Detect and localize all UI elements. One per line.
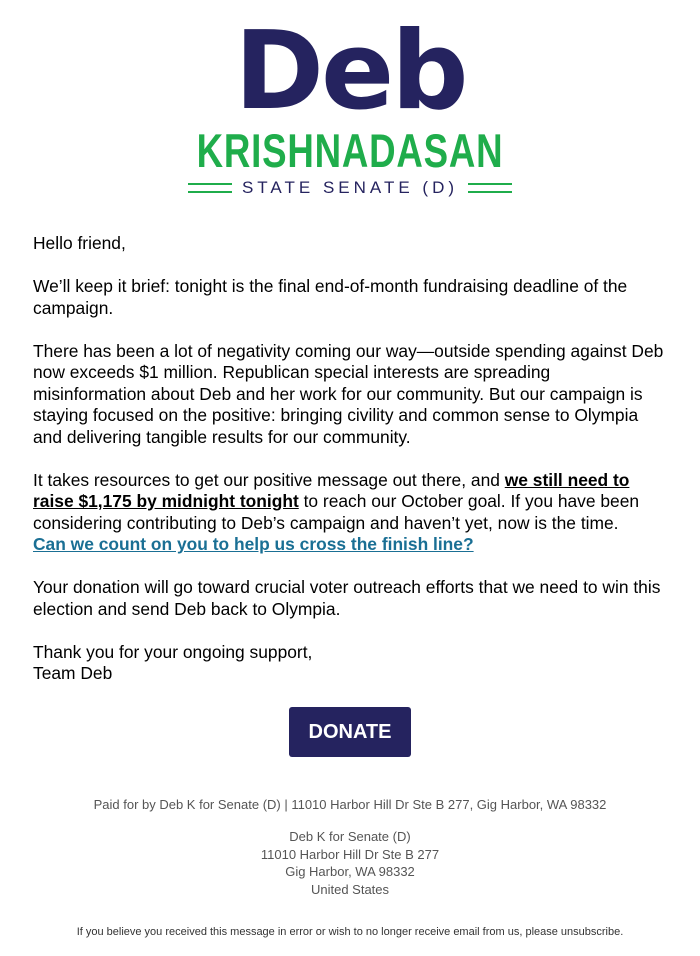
mailing-address: Deb K for Senate (D) 11010 Harbor Hill Dr Ste B 277 Gig Harbor, WA 98332 United States — [260, 829, 440, 897]
logo-office: STATE SENATE (D) — [241, 178, 459, 197]
unsubscribe-notice[interactable]: If you believe you received this message in error or wish to no longer receive email from us, please unsubscribe. — [76, 926, 624, 938]
paragraph-deadline: We’ll keep it brief: tonight is the final end-of-month fundraising deadline of the campaign. — [33, 276, 628, 318]
paragraph-resources: It takes resources to get our positive message out there, and we still need to raise $1,175 by midnight tonight to reach our October goal. If you have been considering contributing to Deb’s campaign and haven’t yet, now is the time. Can we count on you to help us cross the finish line? — [33, 469, 640, 554]
donate-button[interactable]: DONATE — [289, 707, 411, 757]
logo-rule-left — [188, 183, 232, 193]
signature: Team Deb — [33, 663, 113, 683]
email-body — [33, 233, 668, 706]
signoff: Thank you for your ongoing support, Team Deb — [33, 641, 313, 683]
logo-first-name: Deb — [234, 9, 466, 134]
finish-line-link[interactable]: Can we count on you to help us cross the finish line? — [33, 534, 474, 554]
paragraph-outreach: Your donation will go toward crucial voter outreach efforts that we need to win this election and send Deb back to Olympia. — [33, 577, 661, 619]
paid-for-disclaimer: Paid for by Deb K for Senate (D) | 11010 Harbor Hill Dr Ste B 277, Gig Harbor, WA 98332 — [93, 797, 607, 812]
greeting: Hello friend, — [33, 233, 126, 253]
campaign-logo — [0, 9, 700, 198]
paragraph-negativity: There has been a lot of negativity coming our way—outside spending against Deb now exceeds $1 million. Republican special interests are spreading misinformation about Deb and her work for our community. But our campaign is staying focused on the positive: bringing civility and common sense to Olympia and delivering tangible results for our community. — [33, 340, 664, 447]
logo-rule-right — [468, 183, 512, 193]
goal-amount-text: we still need to raise $1,175 by midnight tonight — [33, 469, 630, 511]
logo-last-name: KRISHNADASAN — [196, 124, 504, 177]
